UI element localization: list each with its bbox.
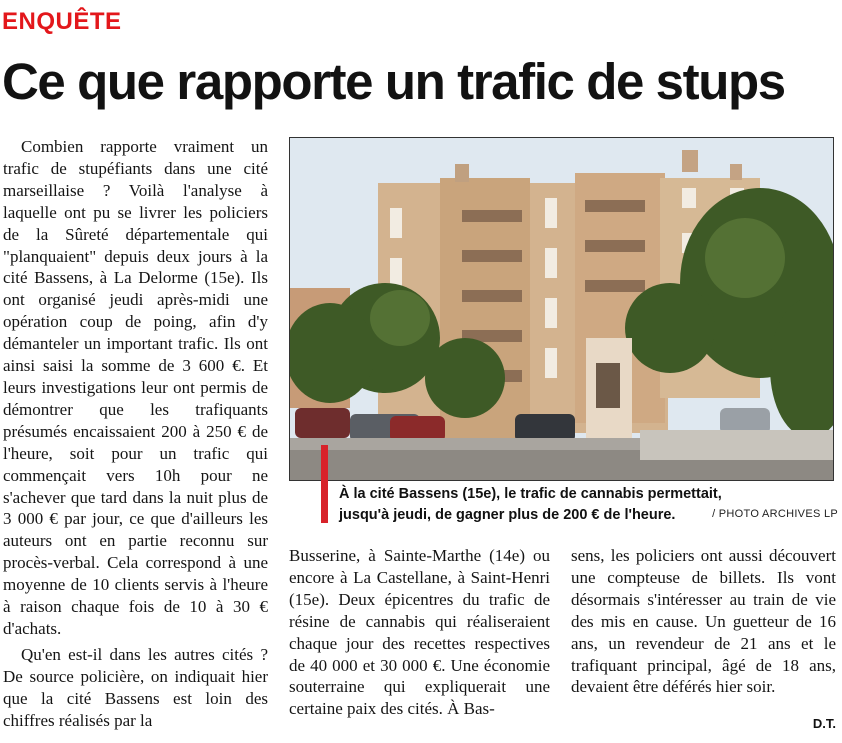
caption-accent-bar	[321, 445, 328, 523]
article-column-2	[289, 545, 550, 720]
article-column-1	[3, 136, 268, 731]
column-3-text: sens, les policiers ont aussi découvert une compteuse de billets. Ils vont désormais s'intéresser au train de vie des mis en cause. Un guetteur de 16 ans, un revendeur de 21 ans et le trafiquant principal, âgé de 18 ans, devaient être déférés hier soir.	[571, 546, 836, 697]
building-photo-illustration	[290, 138, 833, 480]
article-headline: Ce que rapporte un trafic de stups	[2, 53, 785, 110]
photo-caption: À la cité Bassens (15e), le trafic de cannabis permettait, jusqu'à jeudi, de gagner plus de 200 € de l'heure.	[339, 486, 722, 523]
body-paragraph-2: Qu'en est-il dans les autres cités ? De source policière, on indiquait hier que la cité Bassens est loin des chiffres réalisés par la	[3, 644, 268, 730]
author-signature: D.T.	[812, 716, 836, 731]
article-column-3	[571, 545, 836, 698]
body-paragraph-1: Combien rapporte vraiment un trafic de stupéfiants dans une cité marseillaise ? Voilà l'analyse à laquelle ont pu se livrer les policiers de la Sûreté départementale qui "planquaient" depuis deux jours à la cité Bassens, à La Delorme (15e). Ils ont organisé jeudi après-midi une opération coup de poing, afin d'y démanteler un important trafic. Ils ont ainsi saisi la somme de 3 600 €. Et leurs investigations leur ont permis de démontrer que les trafiquants présumés encaissaient 200 à 250 € de l'heure, soit pour un trafic qui commençait vers 10h pour ne s'achever que tard dans la nuit plus de 3 000 € par jour, ce que d'ailleurs les auteurs ont en partie reconnu sur procès-verbal. Cela correspond à une moyenne de 10 clients servis à l'heure à raison chaque fois de 10 à 30 € d'achats.	[3, 137, 268, 638]
column-2-text: Busserine, à Sainte-Marthe (14e) ou encore à La Castellane, à Saint-Henri (15e). Deux épicentres du trafic de résine de cannabis qui réaliseraient chaque jour des recettes respectives de 40 000 et 30 000 €. Une économie souterraine qui expliquerait une certaine paix des cités. À Bas-	[289, 546, 550, 719]
photo-credit: / PHOTO ARCHIVES LP	[712, 508, 838, 520]
section-kicker: ENQUÊTE	[2, 8, 122, 35]
article-photo	[289, 137, 834, 481]
